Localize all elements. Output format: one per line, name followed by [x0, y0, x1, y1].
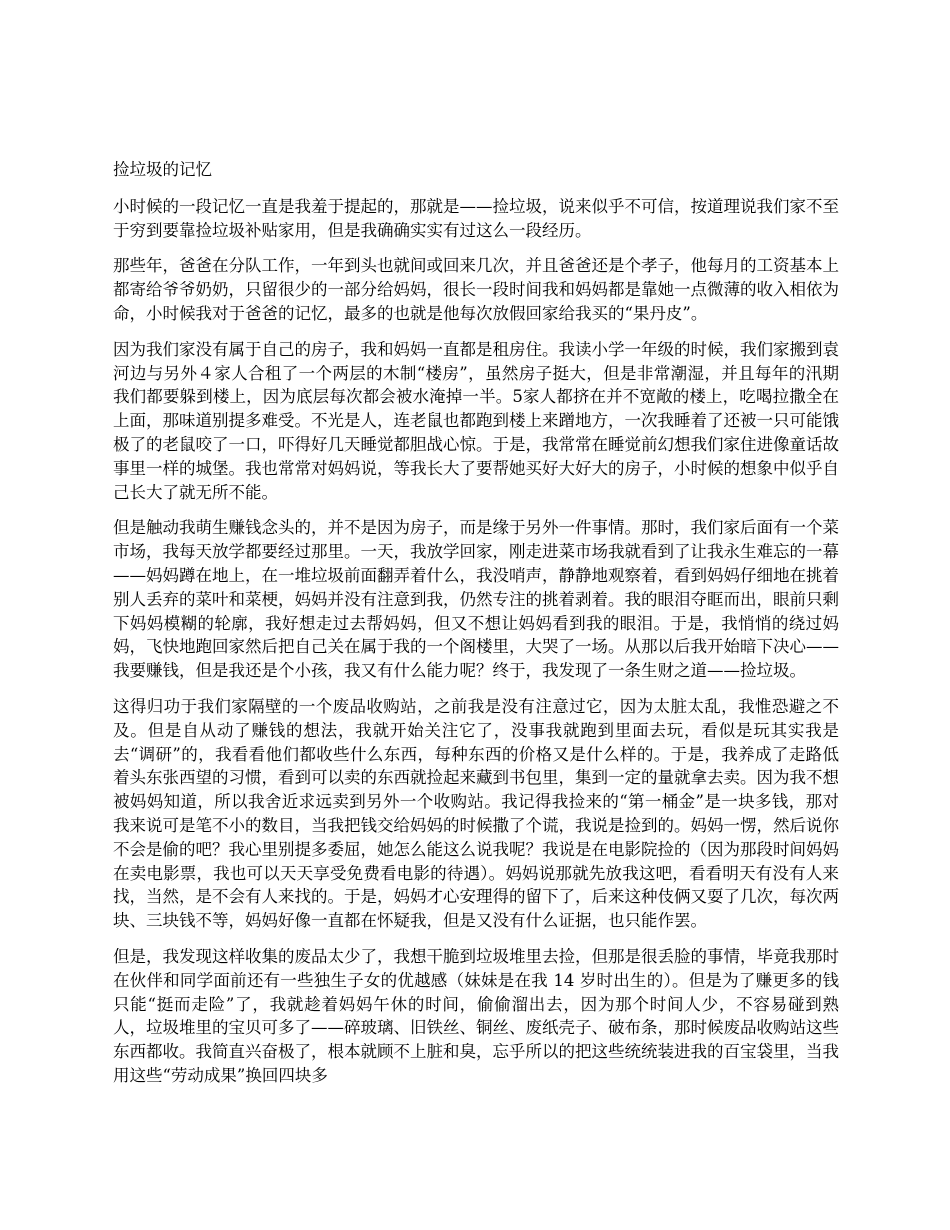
- paragraph-intro: 小时候的一段记忆一直是我羞于提起的，那就是——捡垃圾，说来似乎不可信，按道理说我们家不至于穷到要靠捡垃圾补贴家用，但是我确确实实有过这么一段经历。: [113, 196, 839, 240]
- document-page: [113, 158, 839, 1100]
- paragraph-house: 因为我们家没有属于自己的房子，我和妈妈一直都是租房住。我读小学一年级的时候，我们家搬到袁河边与另外４家人合租了一个两层的木制“楼房”，虽然房子挺大，但是非常潮湿，并且每年的汛期我们都要躲到楼上，因为底层每次都会被水淹掉一半。5家人都挤在并不宽敞的楼上，吃喝拉撒全在上面，那味道别提多难受。不光是人，连老鼠也都跑到楼上来蹭地方，一次我睡着了还被一只可能饿极了的老鼠咬了一口，吓得好几天睡觉都胆战心惊。于是，我常常在睡觉前幻想我们家住进像童话故事里一样的城堡。我也常常对妈妈说，等我长大了要帮她买好大好大的房子，小时候的想象中似乎自己长大了就无所不能。: [113, 339, 839, 502]
- paragraph-recycling-station: 这得归功于我们家隔壁的一个废品收购站，之前我是没有注意过它，因为太脏太乱，我惟恐避之不及。但是自从动了赚钱的想法，我就开始关注它了，没事我就跑到里面去玩，看似是玩其实我是去“调研”的，我看看他们都收些什么东西，每种东西的价格又是什么样的。于是，我养成了走路低着头东张西望的习惯，看到可以卖的东西就捡起来藏到书包里，集到一定的量就拿去卖。因为我不想被妈妈知道，所以我舍近求远卖到另外一个收购站。我记得我捡来的“第一桶金”是一块多钱，那对我来说可是笔不小的数目，当我把钱交给妈妈的时候撒了个谎，我说是捡到的。妈妈一愣，然后说你不会是偷的吧？我心里别提多委屈，她怎么能这么说我呢？我说是在电影院捡的（因为那段时间妈妈在卖电影票，我也可以天天享受免费看电影的待遇）。妈妈说那就先放我这吧，看看明天有没有人来找，当然，是不会有人来找的。于是，妈妈才心安理得的留下了，后来这种伎俩又耍了几次，每次两块、三块钱不等，妈妈好像一直都在怀疑我，但是又没有什么证据，也只能作罢。: [113, 696, 839, 931]
- paragraph-father: 那些年，爸爸在分队工作，一年到头也就间或回来几次，并且爸爸还是个孝子，他每月的工资基本上都寄给爷爷奶奶，只留很少的一部分给妈妈，很长一段时间我和妈妈都是靠她一点微薄的收入相依为命，小时候我对于爸爸的记忆，最多的也就是他每次放假回家给我买的“果丹皮”。: [113, 256, 839, 323]
- paragraph-market: 但是触动我萌生赚钱念头的，并不是因为房子，而是缘于另外一件事情。那时，我们家后面有一个菜市场，我每天放学都要经过那里。一天，我放学回家，刚走进菜市场我就看到了让我永生难忘的一幕——妈妈蹲在地上，在一堆垃圾前面翻弄着什么，我没哨声，静静地观察着，看到妈妈仔细地在挑着别人丢弃的菜叶和菜梗，妈妈并没有注意到我，仍然专注的挑着剥着。我的眼泪夺眶而出，眼前只剩下妈妈模糊的轮廓，我好想走过去帮妈妈，但又不想让妈妈看到我的眼泪。于是，我悄悄的绕过妈妈，飞快地跑回家然后把自己关在属于我的一个阁楼里，大哭了一场。从那以后我开始暗下决心——我要赚钱，但是我还是个小孩，我又有什么能力呢？终于，我发现了一条生财之道——捡垃圾。: [113, 518, 839, 681]
- paragraph-garbage-pile: 但是，我发现这样收集的废品太少了，我想干脆到垃圾堆里去捡，但那是很丢脸的事情，毕竟我那时在伙伴和同学面前还有一些独生子女的优越感（妹妹是在我 14 岁时出生的）。但是为了赚更多的钱只能“挺而走险”了，我就趁着妈妈午休的时间，偷偷溜出去，因为那个时间人少，不容易碰到熟人，垃圾堆里的宝贝可多了——碎玻璃、旧铁丝、铜丝、废纸壳子、破布条，那时候废品收购站这些东西都收。我简直兴奋极了，根本就顾不上脏和臭，忘乎所以的把这些统统装进我的百宝袋里，当我用这些“劳动成果”换回四块多: [113, 946, 839, 1085]
- document-title: 捡垃圾的记忆: [113, 160, 212, 179]
